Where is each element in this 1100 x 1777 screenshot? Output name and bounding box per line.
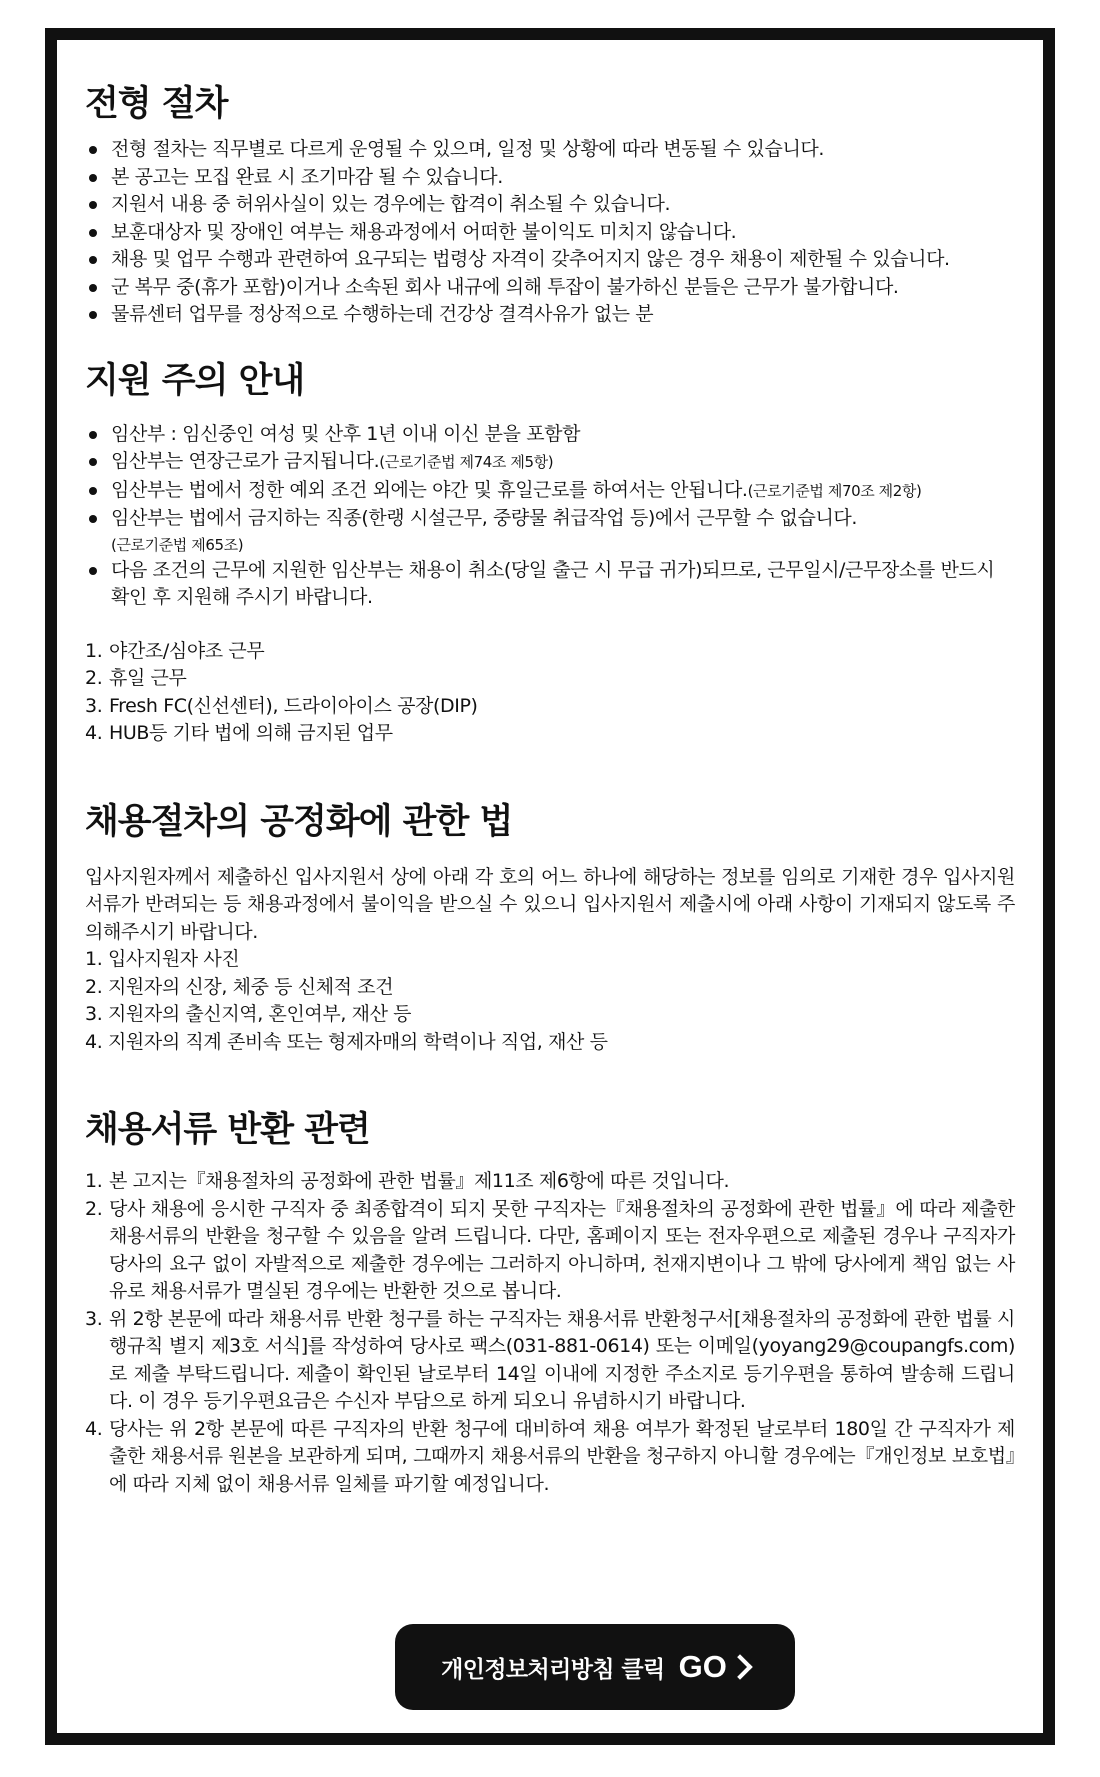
- list-item: 본 공고는 모집 완료 시 조기마감 될 수 있습니다.: [85, 164, 1015, 192]
- section-title-return: 채용서류 반환 관련: [85, 1110, 370, 1150]
- list-item: 전형 절차는 직무별로 다르게 운영될 수 있으며, 일정 및 상황에 따라 변동될 수 있습니다.: [85, 136, 1015, 164]
- list-item: 다음 조건의 근무에 지원한 임산부는 채용이 취소(당일 출근 시 무급 귀가)되므로, 근무일시/근무장소를 반드시 확인 후 지원해 주시기 바랍니다.: [85, 557, 1015, 612]
- list-item: 임산부 : 임신중인 여성 및 산후 1년 이내 이신 분을 포함함: [85, 421, 1015, 449]
- bullet-icon: [89, 229, 97, 237]
- section-notice: [85, 359, 1015, 748]
- section-process: [85, 82, 1015, 329]
- bullet-icon: [89, 567, 97, 575]
- list-item: 군 복무 중(휴가 포함)이거나 소속된 회사 내규에 의해 투잡이 불가하신 분들은 근무가 불가합니다.: [85, 274, 1015, 302]
- go-label: GO: [678, 1649, 727, 1684]
- bullet-icon: [89, 487, 97, 495]
- notice-list: [85, 421, 1015, 612]
- fairness-list: [85, 946, 1015, 1056]
- list-item: 1. 야간조/심야조 근무: [85, 639, 265, 662]
- bullet-icon: [89, 201, 97, 209]
- list-item: 3. Fresh FC(신선센터), 드라이아이스 공장(DIP): [85, 694, 478, 717]
- list-item: 2. 휴일 근무: [85, 667, 187, 689]
- document-content: [85, 82, 1015, 1498]
- document-frame: [45, 28, 1055, 1745]
- bullet-icon: [89, 515, 97, 523]
- privacy-policy-button-label: 개인정보처리방침 클릭: [441, 1656, 665, 1683]
- privacy-policy-button[interactable]: [395, 1624, 795, 1710]
- bullet-icon: [89, 458, 97, 466]
- list-item: 2. 지원자의 신장, 체중 등 신체적 조건: [85, 975, 394, 998]
- law-reference: (근로기준법 제74조 제5항): [379, 453, 554, 471]
- list-item: 4. HUB등 기타 법에 의해 금지된 업무: [85, 722, 393, 744]
- fairness-intro: 입사지원자께서 제출하신 입사지원서 상에 아래 각 호의 어느 하나에 해당하는 정보를 임의로 기재한 경우 입사지원서류가 반려되는 등 채용과정에서 불이익을 받으실 수 있으니 입사지원서 제출시에 아래 사항이 기재되지 않도록 주의해주시기 바랍니다.: [85, 865, 1015, 943]
- list-item: 4. 지원자의 직계 존비속 또는 형제자매의 학력이나 직업, 재산 등: [85, 1030, 608, 1053]
- list-item: 임산부는 법에서 정한 예외 조건 외에는 야간 및 휴일근로를 하여서는 안됩니다.(근로기준법 제70조 제2항): [85, 477, 1015, 506]
- law-reference: (근로기준법 제65조): [111, 535, 244, 554]
- section-fairness: [85, 800, 1015, 1057]
- list-item: 3. 위 2항 본문에 따라 채용서류 반환 청구를 하는 구직자는 채용서류 반환청구서[채용절차의 공정화에 관한 법률 시행규칙 별지 제3호 서식]를 작성하여 당사로 팩스(031-881-0614) 또는 이메일(yoyang29@coupangfs.com)로 제출 부탁드립니다. 제출이 확인된 날로부터 14일 이내에 지정한 주소지로 등기우편을 통하여 발송해 드립니다. 이 경우 등기우편요금은 수신자 부담으로 하게 되오니 유념하시기 바랍니다.: [85, 1307, 1015, 1412]
- list-item: 지원서 내용 중 허위사실이 있는 경우에는 합격이 취소될 수 있습니다.: [85, 191, 1015, 219]
- list-item: 채용 및 업무 수행과 관련하여 요구되는 법령상 자격이 갖추어지지 않은 경우 채용이 제한될 수 있습니다.: [85, 246, 1015, 274]
- bullet-icon: [89, 284, 97, 292]
- list-item: 1. 입사지원자 사진: [85, 948, 240, 970]
- list-item: 2. 당사 채용에 응시한 구직자 중 최종합격이 되지 못한 구직자는『채용절차의 공정화에 관한 법률』에 따라 제출한 채용서류의 반환을 청구할 수 있음을 알려 드립니다. 다만, 홈페이지 또는 전자우편으로 제출된 경우나 구직자가 당사의 요구 없이 자발적으로 제출한 경우에는 그러하지 아니하며, 천재지변이나 그 밖에 당사에게 책임 없는 사유로 채용서류가 멸실된 경우에는 반환한 것으로 봅니다.: [85, 1197, 1015, 1302]
- return-list: [85, 1168, 1015, 1498]
- list-item: 물류센터 업무를 정상적으로 수행하는데 건강상 결격사유가 없는 분: [85, 301, 1015, 329]
- chevron-right-icon: [727, 1654, 752, 1679]
- section-title-notice: 지원 주의 안내: [85, 360, 305, 401]
- bullet-icon: [89, 256, 97, 264]
- list-item: 보훈대상자 및 장애인 여부는 채용과정에서 어떠한 불이익도 미치지 않습니다.: [85, 219, 1015, 247]
- section-title-fairness: 채용절차의 공정화에 관한 법: [85, 801, 513, 842]
- section-return: [85, 1108, 1015, 1498]
- bullet-icon: [89, 174, 97, 182]
- process-list: [85, 136, 1015, 329]
- bullet-icon: [89, 431, 97, 439]
- bullet-icon: [89, 311, 97, 319]
- condition-list: [85, 638, 1015, 748]
- bullet-icon: [89, 146, 97, 154]
- section-title-process: 전형 절차: [85, 84, 228, 124]
- list-item: 임산부는 연장근로가 금지됩니다.(근로기준법 제74조 제5항): [85, 448, 1015, 477]
- list-item: 임산부는 법에서 금지하는 직종(한랭 시설근무, 중량물 취급작업 등)에서 근무할 수 없습니다. (근로기준법 제65조): [85, 505, 1015, 557]
- list-item: 4. 당사는 위 2항 본문에 따른 구직자의 반환 청구에 대비하여 채용 여부가 확정된 날로부터 180일 간 구직자가 제출한 채용서류 원본을 보관하게 되며, 그때까지 채용서류의 반환을 청구하지 아니할 경우에는『개인정보 보호법』에 따라 지체 없이 채용서류 일체를 파기할 예정입니다.: [85, 1417, 1015, 1495]
- list-item: 3. 지원자의 출신지역, 혼인여부, 재산 등: [85, 1003, 412, 1025]
- list-item: 1. 본 고지는『채용절차의 공정화에 관한 법률』제11조 제6항에 따른 것입니다.: [85, 1170, 730, 1192]
- law-reference: (근로기준법 제70조 제2항): [747, 481, 922, 500]
